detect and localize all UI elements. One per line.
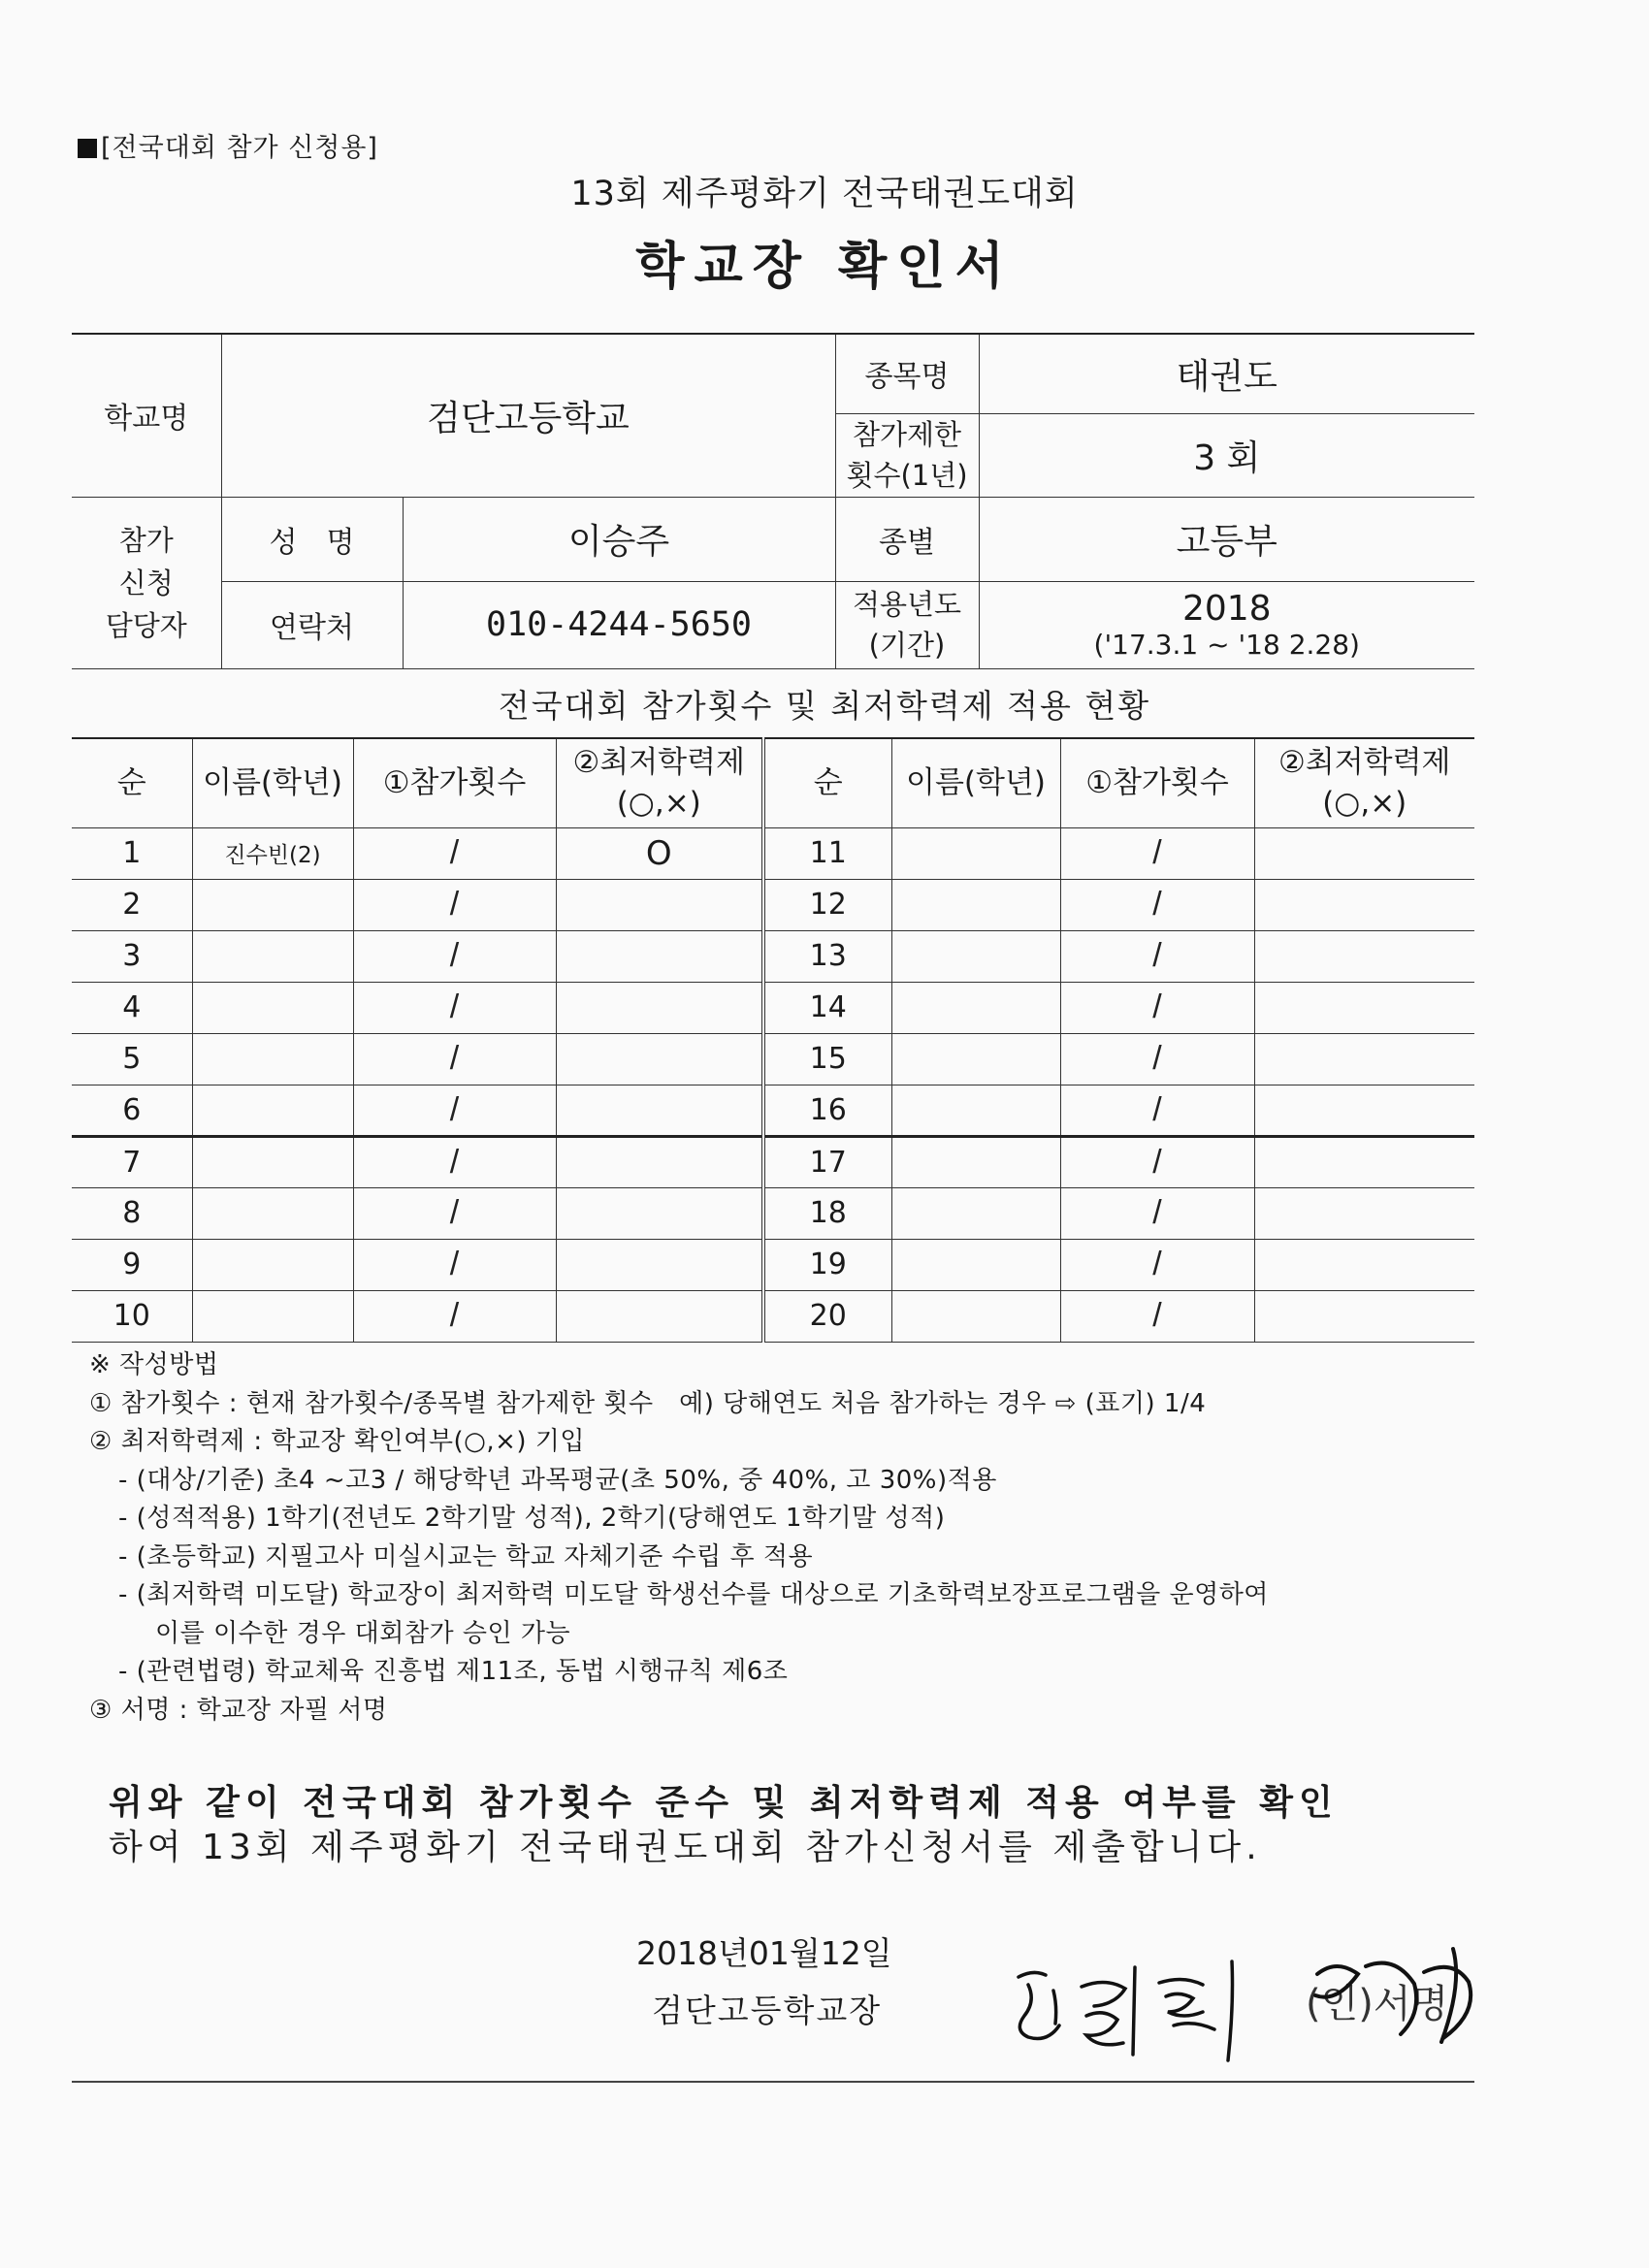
limit-label xyxy=(835,413,979,497)
right-row-8-no: 18 xyxy=(763,1187,891,1239)
left-row-8-name xyxy=(192,1187,353,1239)
limit-label-line1: 참가제한 xyxy=(852,418,962,451)
header-no: 순 xyxy=(72,738,192,827)
header-min-line1: ②최저학력제 xyxy=(1277,745,1451,781)
right-row-7-count: / xyxy=(1060,1136,1254,1187)
left-row-1-min: O xyxy=(556,827,763,879)
applicant-label-line2: 신청 xyxy=(118,566,174,599)
right-row-1-no: 11 xyxy=(763,827,891,879)
table-row xyxy=(72,930,1474,982)
name-value: 이승주 xyxy=(403,497,835,581)
right-row-4-no: 14 xyxy=(763,982,891,1033)
left-row-10-min xyxy=(556,1290,763,1342)
year-label-line2: (기간) xyxy=(868,629,946,662)
table-row xyxy=(72,1033,1474,1085)
right-row-1-name xyxy=(891,827,1060,879)
header-min xyxy=(1254,738,1474,827)
principal-title: 검단고등학교장 xyxy=(652,1992,883,2029)
right-row-6-min xyxy=(1254,1085,1474,1136)
instruction-2d: - (최저학력 미도달) 학교장이 최저학력 미도달 학생선수를 대상으로 기초학력보장프로그램을 운영하여 xyxy=(118,1580,1269,1609)
left-row-10-count: / xyxy=(353,1290,556,1342)
right-row-6-name xyxy=(891,1085,1060,1136)
left-row-6-min xyxy=(556,1085,763,1136)
left-row-6-count: / xyxy=(353,1085,556,1136)
left-row-5-no: 5 xyxy=(72,1033,192,1085)
document-date: 2018년01월12일 xyxy=(636,1934,892,1972)
right-row-7-no: 17 xyxy=(763,1136,891,1187)
confirmation-line2: 하여 13회 제주평화기 전국태권도대회 참가신청서를 제출합니다. xyxy=(109,1828,1262,1867)
right-row-3-count: / xyxy=(1060,930,1254,982)
right-row-7-min xyxy=(1254,1136,1474,1187)
year-label-line1: 적용년도 xyxy=(852,588,962,621)
header-min-line2: (○,×) xyxy=(1322,786,1407,822)
handwritten-signature xyxy=(989,1948,1280,2064)
header-min-line1: ②최저학력제 xyxy=(572,745,746,781)
right-row-9-count: / xyxy=(1060,1239,1254,1290)
instruction-2b: - (성적적용) 1학기(전년도 2학기말 성적), 2학기(당해연도 1학기말 성적) xyxy=(118,1504,946,1533)
right-row-4-name xyxy=(891,982,1060,1033)
right-row-3-no: 13 xyxy=(763,930,891,982)
header-name: 이름(학년) xyxy=(192,738,353,827)
instruction-3: ③ 서명 : 학교장 자필 서명 xyxy=(89,1695,388,1725)
header-min xyxy=(556,738,763,827)
left-row-9-no: 9 xyxy=(72,1239,192,1290)
left-row-7-no: 7 xyxy=(72,1136,192,1187)
year-value: 2018 xyxy=(1181,589,1272,629)
instructions-heading: ※ 작성방법 xyxy=(89,1350,219,1379)
left-row-5-count: / xyxy=(353,1033,556,1085)
limit-value: 3 회 xyxy=(979,413,1474,497)
form-tag-text: [전국대회 참가 신청용] xyxy=(101,133,378,163)
school-value: 검단고등학교 xyxy=(221,334,835,497)
seal-signature-mark xyxy=(1298,1945,1492,2052)
header-no: 순 xyxy=(763,738,891,827)
right-row-2-count: / xyxy=(1060,879,1254,930)
left-row-1-no: 1 xyxy=(72,827,192,879)
left-row-3-no: 3 xyxy=(72,930,192,982)
header-min-line2: (○,×) xyxy=(616,786,701,822)
form-tag xyxy=(78,126,378,164)
table-row xyxy=(72,879,1474,930)
right-row-5-name xyxy=(891,1033,1060,1085)
right-row-6-no: 16 xyxy=(763,1085,891,1136)
instruction-2d-cont: 이를 이수한 경우 대회참가 승인 가능 xyxy=(155,1618,571,1648)
right-row-9-name xyxy=(891,1239,1060,1290)
year-cell xyxy=(979,581,1474,668)
right-row-10-count: / xyxy=(1060,1290,1254,1342)
bottom-rule xyxy=(72,2081,1474,2083)
left-row-2-min xyxy=(556,879,763,930)
right-row-5-no: 15 xyxy=(763,1033,891,1085)
instructions xyxy=(89,1346,1486,1730)
left-row-6-name xyxy=(192,1085,353,1136)
contact-label: 연락처 xyxy=(221,581,403,668)
left-row-9-name xyxy=(192,1239,353,1290)
left-row-7-name xyxy=(192,1136,353,1187)
event-label: 종목명 xyxy=(835,334,979,413)
left-row-3-min xyxy=(556,930,763,982)
right-row-5-min xyxy=(1254,1033,1474,1085)
status-table-body xyxy=(72,738,1474,1342)
left-row-10-name xyxy=(192,1290,353,1342)
left-row-8-no: 8 xyxy=(72,1187,192,1239)
right-row-4-count: / xyxy=(1060,982,1254,1033)
contact-value: 010-4244-5650 xyxy=(403,581,835,668)
right-row-7-name xyxy=(891,1136,1060,1187)
info-table xyxy=(72,333,1474,669)
left-row-1-name: 진수빈(2) xyxy=(192,827,353,879)
instruction-2e: - (관련법령) 학교체육 진흥법 제11조, 동법 시행규칙 제6조 xyxy=(118,1657,789,1686)
status-table xyxy=(72,737,1474,1343)
table-row xyxy=(72,1085,1474,1136)
left-row-9-count: / xyxy=(353,1239,556,1290)
left-row-4-min xyxy=(556,982,763,1033)
event-title: 13회 제주평화기 전국태권도대회 xyxy=(570,175,1079,213)
applicant-label-line1: 참가 xyxy=(118,523,174,557)
left-row-4-count: / xyxy=(353,982,556,1033)
left-row-7-min xyxy=(556,1136,763,1187)
right-row-2-name xyxy=(891,879,1060,930)
table-row xyxy=(72,1187,1474,1239)
school-label: 학교명 xyxy=(72,334,221,497)
year-label xyxy=(835,581,979,668)
status-header-row xyxy=(72,738,1474,827)
left-row-10-no: 10 xyxy=(72,1290,192,1342)
table-row xyxy=(72,1136,1474,1187)
left-row-6-no: 6 xyxy=(72,1085,192,1136)
left-row-4-name xyxy=(192,982,353,1033)
table-row xyxy=(72,1239,1474,1290)
seal-text: (인)서명 xyxy=(1306,1982,1449,2026)
right-row-3-min xyxy=(1254,930,1474,982)
confirmation-line1: 위와 같이 전국대회 참가횟수 준수 및 최저학력제 적용 여부를 확인 xyxy=(109,1783,1339,1823)
header-count: ①참가횟수 xyxy=(353,738,556,827)
table-row xyxy=(72,1290,1474,1342)
right-row-10-no: 20 xyxy=(763,1290,891,1342)
name-label: 성 명 xyxy=(221,497,403,581)
right-row-1-min xyxy=(1254,827,1474,879)
instruction-2a: - (대상/기준) 초4 ~고3 / 해당학년 과목평균(초 50%, 중 40%, 고 30%)적용 xyxy=(118,1465,997,1495)
right-row-5-count: / xyxy=(1060,1033,1254,1085)
instruction-2c: - (초등학교) 지필고사 미실시교는 학교 자체기준 수립 후 적용 xyxy=(118,1541,814,1571)
square-bullet-icon xyxy=(78,139,97,158)
left-row-2-name xyxy=(192,879,353,930)
right-row-10-name xyxy=(891,1290,1060,1342)
table-row xyxy=(72,827,1474,879)
applicant-label-line3: 담당자 xyxy=(105,608,187,642)
right-row-1-count: / xyxy=(1060,827,1254,879)
right-row-2-no: 12 xyxy=(763,879,891,930)
left-row-2-count: / xyxy=(353,879,556,930)
right-row-9-no: 19 xyxy=(763,1239,891,1290)
right-row-6-count: / xyxy=(1060,1085,1254,1136)
year-period: ('17.3.1 ~ '18 2.28) xyxy=(1093,629,1360,661)
left-row-8-count: / xyxy=(353,1187,556,1239)
left-row-5-min xyxy=(556,1033,763,1085)
left-row-4-no: 4 xyxy=(72,982,192,1033)
applicant-label xyxy=(72,497,221,668)
right-row-8-min xyxy=(1254,1187,1474,1239)
instruction-1: ① 참가횟수 : 현재 참가횟수/종목별 참가제한 횟수 예) 당해연도 처음 참가하는 경우 ⇨ (표기) 1/4 xyxy=(89,1388,1207,1418)
confirmation-statement xyxy=(109,1781,1467,1870)
limit-label-line2: 횟수(1년) xyxy=(846,459,968,492)
left-row-8-min xyxy=(556,1187,763,1239)
right-row-3-name xyxy=(891,930,1060,982)
right-row-8-count: / xyxy=(1060,1187,1254,1239)
document-title: 학교장 확인서 xyxy=(635,238,1014,296)
right-row-4-min xyxy=(1254,982,1474,1033)
header-count: ①참가횟수 xyxy=(1060,738,1254,827)
left-row-7-count: / xyxy=(353,1136,556,1187)
instruction-2: ② 최저학력제 : 학교장 확인여부(○,×) 기입 xyxy=(89,1427,586,1456)
right-row-8-name xyxy=(891,1187,1060,1239)
left-row-3-name xyxy=(192,930,353,982)
left-row-1-count: / xyxy=(353,827,556,879)
header-name: 이름(학년) xyxy=(891,738,1060,827)
left-row-2-no: 2 xyxy=(72,879,192,930)
division-value: 고등부 xyxy=(979,497,1474,581)
right-row-2-min xyxy=(1254,879,1474,930)
division-label: 종별 xyxy=(835,497,979,581)
table-row xyxy=(72,982,1474,1033)
status-title: 전국대회 참가횟수 및 최저학력제 적용 현황 xyxy=(498,687,1151,725)
event-value: 태권도 xyxy=(979,334,1474,413)
right-row-10-min xyxy=(1254,1290,1474,1342)
left-row-9-min xyxy=(556,1239,763,1290)
left-row-3-count: / xyxy=(353,930,556,982)
right-row-9-min xyxy=(1254,1239,1474,1290)
left-row-5-name xyxy=(192,1033,353,1085)
